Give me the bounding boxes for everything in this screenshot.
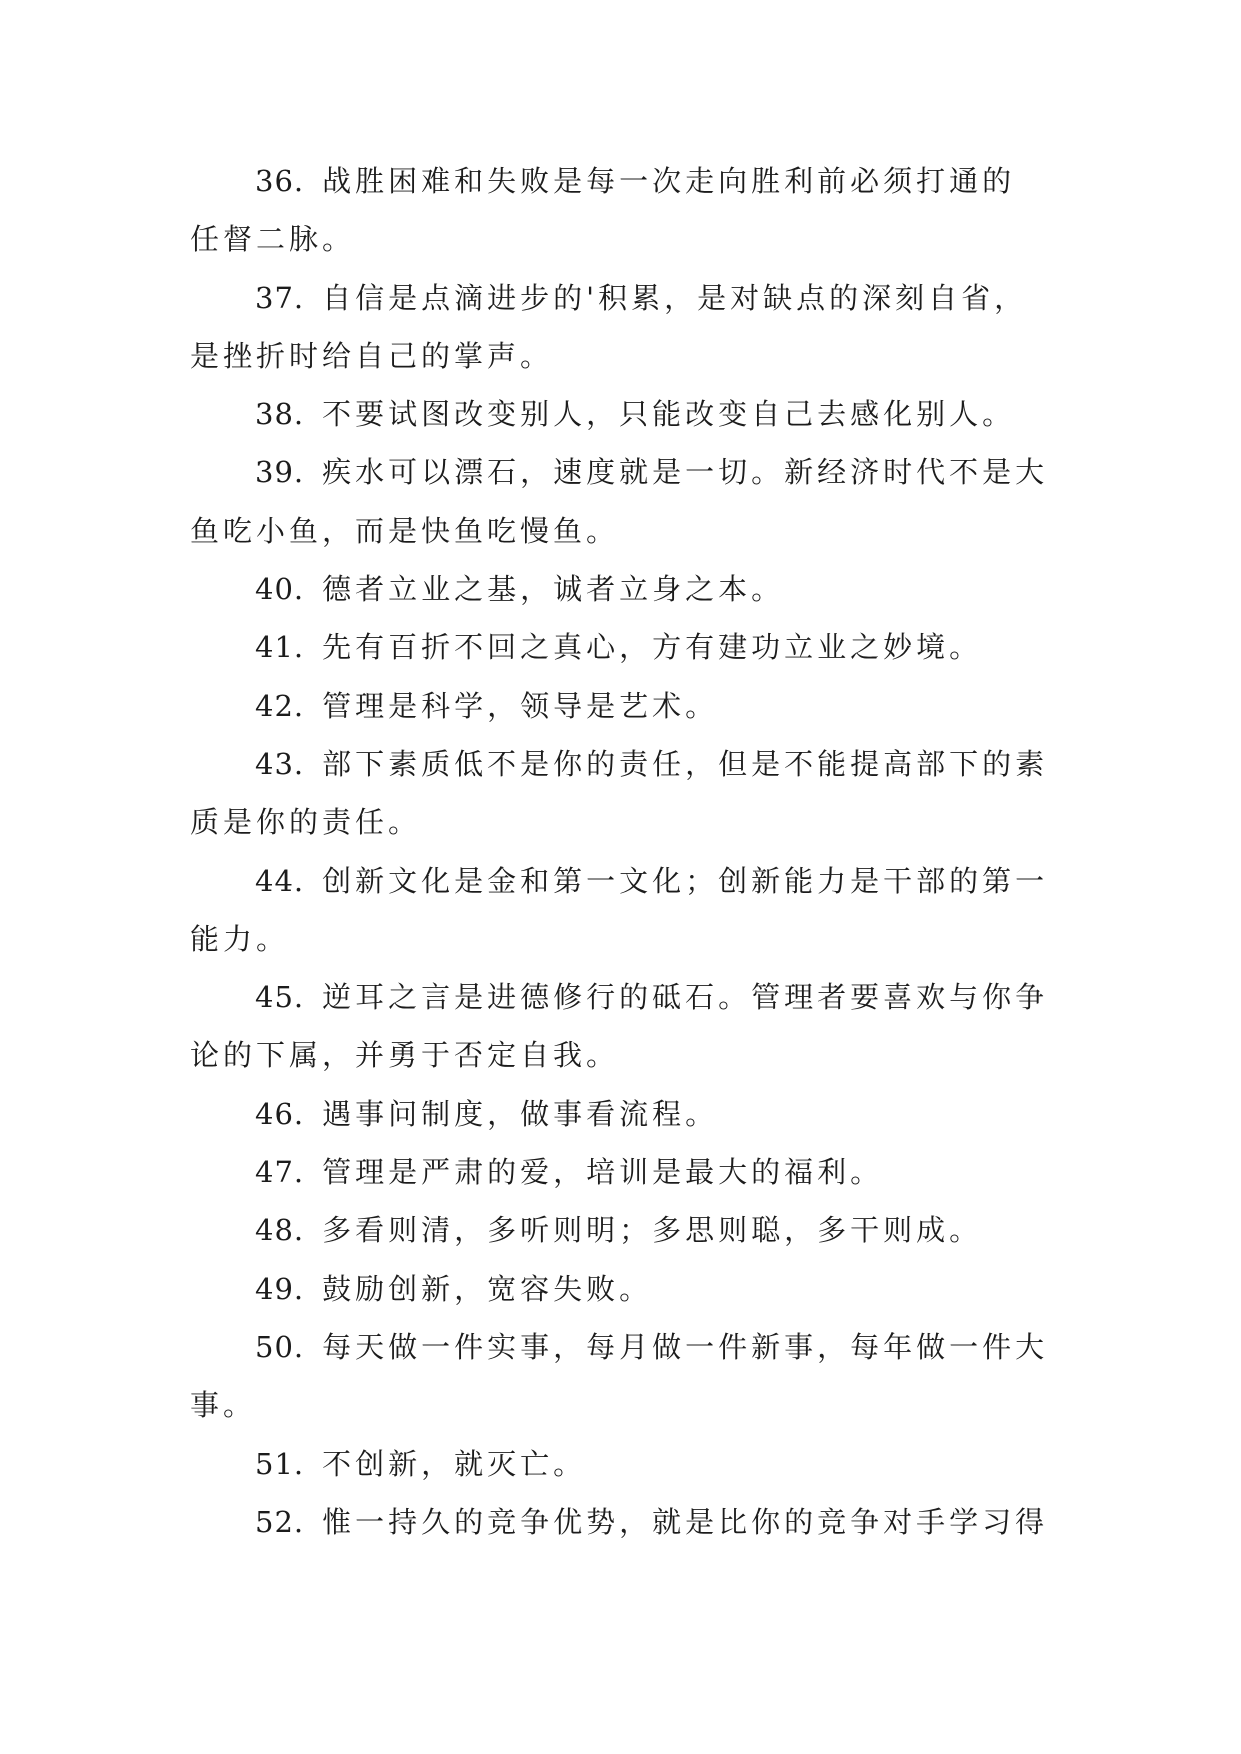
list-item-text: 逆耳之言是进德修行的砥石。管理者要喜欢与你争	[322, 980, 1049, 1015]
list-item-text: 遇事问制度，做事看流程。	[322, 1096, 719, 1131]
list-item-line-continued	[190, 793, 1052, 851]
list-item-line-first	[190, 1260, 1052, 1318]
list-item-text: 德者立业之基，诚者立身之本。	[322, 572, 785, 607]
list-item-line-continued	[190, 910, 1052, 968]
list-item-text: 鼓励创新，宽容失败。	[322, 1271, 653, 1306]
list-item-line-continued	[190, 210, 1052, 268]
list-item-line-continued	[190, 1376, 1052, 1434]
list-item-line-first	[190, 1493, 1052, 1551]
list-item-line-first	[190, 1201, 1052, 1259]
list-item-text: 先有百折不回之真心，方有建功立业之妙境。	[322, 630, 983, 665]
list-item-text: 任督二脉。	[190, 222, 356, 257]
list-item-line-continued	[190, 327, 1052, 385]
list-item-number: 37.	[255, 280, 305, 315]
list-item-line-first	[190, 852, 1052, 910]
list-item-line-first	[190, 152, 1052, 210]
list-item-number: 52.	[255, 1504, 305, 1539]
list-item-number: 38.	[255, 397, 305, 432]
list-item-line-first	[190, 677, 1052, 735]
list-item-number: 39.	[255, 455, 305, 490]
list-item-text: 管理是严肃的爱，培训是最大的福利。	[322, 1155, 884, 1190]
list-item-text: 事。	[190, 1388, 257, 1423]
list-item-number: 42.	[255, 688, 305, 723]
list-item-number: 50.	[255, 1329, 305, 1364]
list-item-number: 48.	[255, 1213, 305, 1248]
list-item-number: 45.	[255, 980, 305, 1015]
list-item-line-first	[190, 560, 1052, 618]
list-item-text: 管理是科学，领导是艺术。	[322, 688, 719, 723]
list-item-text: 部下素质低不是你的责任，但是不能提高部下的素	[322, 746, 1049, 781]
list-item-line-first	[190, 1143, 1052, 1201]
list-item-number: 36.	[255, 164, 305, 198]
list-item-line-first	[190, 1435, 1052, 1493]
list-item-text: 创新文化是金和第一文化；创新能力是干部的第一	[322, 863, 1049, 898]
list-item-text: 能力。	[190, 921, 290, 956]
list-item-number: 43.	[255, 746, 305, 781]
list-item-line-first	[190, 1085, 1052, 1143]
list-item-number: 49.	[255, 1271, 305, 1306]
list-item-line-first	[190, 618, 1052, 676]
list-item-line-first	[190, 385, 1052, 443]
list-item-text: 是挫折时给自己的掌声。	[190, 338, 554, 373]
list-item-number: 40.	[255, 572, 305, 607]
list-item-text: 不创新，就灭亡。	[322, 1446, 587, 1481]
list-item-number: 46.	[255, 1096, 305, 1131]
list-item-text: 自信是点滴进步的'积累，是对缺点的深刻自省，	[322, 280, 1028, 315]
list-item-text: 惟一持久的竞争优势，就是比你的竞争对手学习得	[322, 1504, 1049, 1539]
list-item-line-first	[190, 1318, 1052, 1376]
list-item-text: 多看则清，多听则明；多思则聪，多干则成。	[322, 1213, 983, 1248]
list-item-text: 论的下属，并勇于否定自我。	[190, 1038, 620, 1073]
list-item-line-first	[190, 443, 1052, 501]
list-item-line-first	[190, 269, 1052, 327]
document-body	[190, 152, 1052, 1551]
list-item-number: 41.	[255, 630, 305, 665]
list-item-text: 每天做一件实事，每月做一件新事，每年做一件大	[322, 1329, 1049, 1364]
list-item-line-first	[190, 735, 1052, 793]
list-item-number: 47.	[255, 1155, 305, 1190]
list-item-text: 战胜困难和失败是每一次走向胜利前必须打通的	[322, 164, 1016, 198]
list-item-text: 鱼吃小鱼，而是快鱼吃慢鱼。	[190, 513, 620, 548]
list-item-line-continued	[190, 1026, 1052, 1084]
list-item-text: 质是你的责任。	[190, 805, 422, 840]
list-item-line-continued	[190, 502, 1052, 560]
list-item-number: 44.	[255, 863, 305, 898]
list-item-line-first	[190, 968, 1052, 1026]
list-item-text: 疾水可以漂石，速度就是一切。新经济时代不是大	[322, 455, 1049, 490]
list-item-text: 不要试图改变别人，只能改变自己去感化别人。	[322, 397, 1016, 432]
list-item-number: 51.	[255, 1446, 305, 1481]
